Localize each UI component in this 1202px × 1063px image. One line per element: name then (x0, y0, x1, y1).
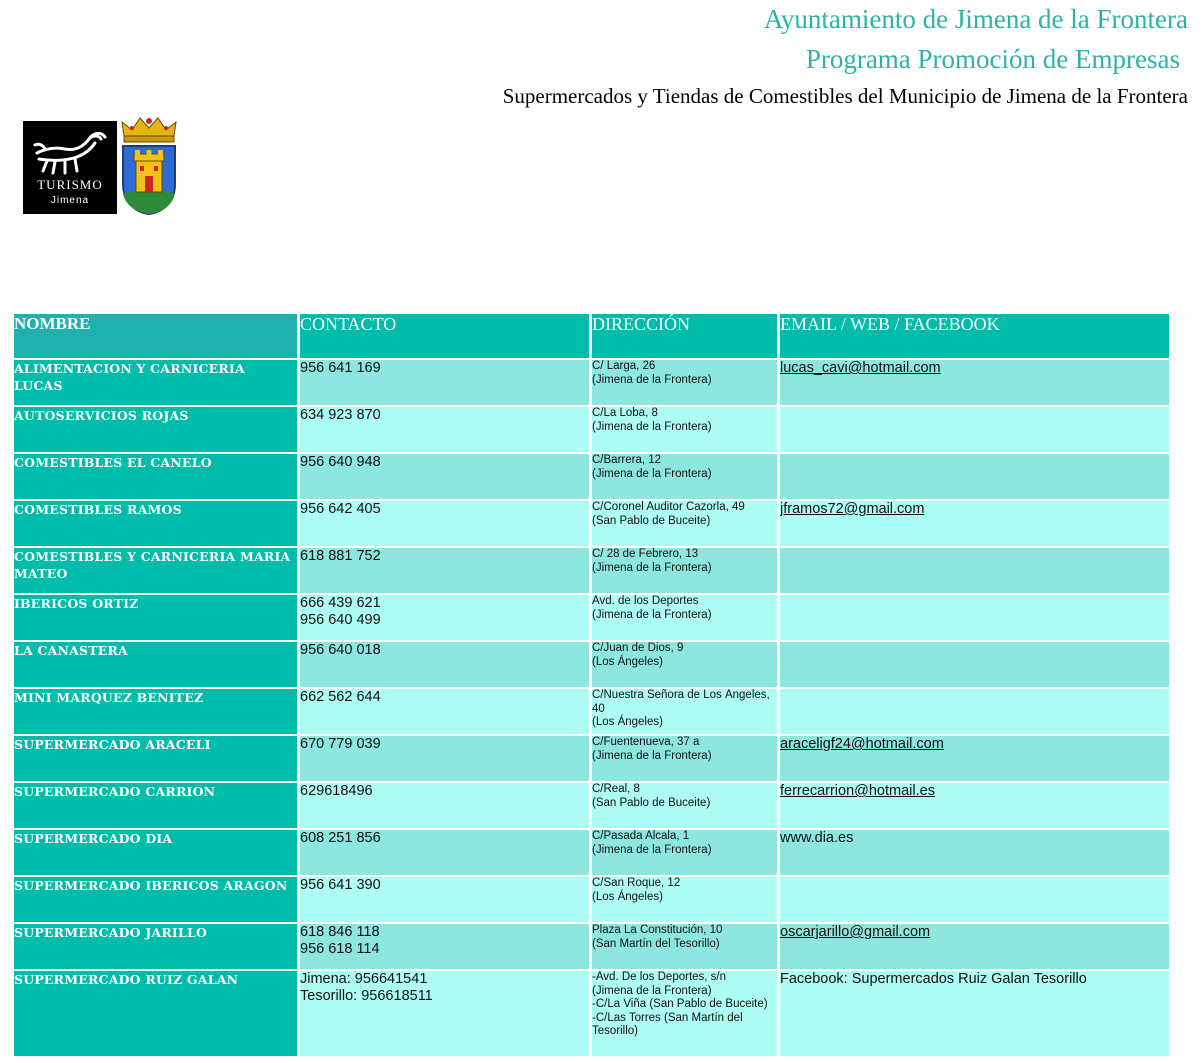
shop-name: SUPERMERCADO IBERICOS ARAGON (14, 877, 297, 922)
table-row (14, 689, 1169, 734)
table-row (14, 360, 1169, 405)
address-line: Plaza La Constitución, 10 (592, 924, 723, 936)
table-row (14, 548, 1169, 593)
address-line: -Avd. De los Deportes, s/n (592, 971, 727, 983)
address-line: (Los Ángeles) (592, 655, 663, 668)
email-link[interactable]: ferrecarrion@hotmail.es (780, 783, 935, 799)
shop-contact (300, 501, 589, 546)
address-line: (Jimena de la Frontera) (592, 373, 712, 386)
shop-address (592, 407, 777, 452)
horse-drawing-icon (31, 127, 109, 177)
phone-number: 956 640 948 (300, 454, 381, 470)
address-line: C/Pasada Alcala, 1 (592, 830, 690, 842)
address-line: (Jimena de la Frontera) (592, 420, 712, 433)
phone-number: 670 779 039 (300, 736, 381, 752)
address-line: Avd. de los Deportes (592, 595, 699, 607)
address-line: C/La Loba, 8 (592, 407, 658, 419)
shop-contact (300, 924, 589, 969)
table-row (14, 877, 1169, 922)
shop-address (592, 924, 777, 969)
phone-number: 634 923 870 (300, 407, 381, 423)
shop-address (592, 877, 777, 922)
shop-address (592, 736, 777, 781)
phone-number: 956 618 114 (300, 941, 380, 957)
address-line: (San Martín del Tesorillo) (592, 937, 720, 950)
column-header-email: EMAIL / WEB / FACEBOOK (780, 314, 1169, 358)
shop-name: LA CANASTERA (14, 642, 297, 687)
shop-name: MINI MARQUEZ BENITEZ (14, 689, 297, 734)
table-row (14, 595, 1169, 640)
shop-contact (300, 548, 589, 593)
column-header-name: NOMBRE (14, 314, 297, 358)
address-line: (Jimena de la Frontera) (592, 843, 712, 856)
document-title: Supermercados y Tiendas de Comestibles del Municipio de Jimena de la Frontera (502, 84, 1188, 108)
phone-number: 956 641 169 (300, 360, 381, 376)
shop-name: AUTOSERVICIOS ROJAS (14, 407, 297, 452)
address-line: (San Pablo de Buceite) (592, 514, 711, 527)
shop-contact (300, 595, 589, 640)
shop-address (592, 501, 777, 546)
shop-address (592, 454, 777, 499)
shop-email-cell (780, 501, 1169, 546)
address-line: C/Barrera, 12 (592, 454, 662, 466)
shop-contact (300, 360, 589, 405)
table-row (14, 407, 1169, 452)
table-row (14, 783, 1169, 828)
coat-of-arms-icon (118, 114, 180, 216)
shop-address (592, 971, 777, 1056)
shop-address (592, 642, 777, 687)
phone-number: 956 640 499 (300, 612, 381, 628)
phone-number: 956 640 018 (300, 642, 381, 658)
shop-email-cell (780, 548, 1169, 593)
shop-contact (300, 877, 589, 922)
web-text: www.dia.es (780, 830, 854, 846)
shop-email-cell (780, 360, 1169, 405)
table-row (14, 642, 1169, 687)
email-link[interactable]: jframos72@gmail.com (780, 501, 925, 517)
shop-address (592, 783, 777, 828)
shop-name: SUPERMERCADO CARRION (14, 783, 297, 828)
email-link[interactable]: araceligf24@hotmail.com (780, 736, 944, 752)
address-line: C/Juan de Dios, 9 (592, 642, 684, 654)
address-line: (San Pablo de Buceite) (592, 796, 711, 809)
turismo-jimena-logo (23, 121, 117, 214)
shop-contact (300, 689, 589, 734)
table-row (14, 454, 1169, 499)
email-link[interactable]: lucas_cavi@hotmail.com (780, 360, 941, 376)
shop-email-cell (780, 783, 1169, 828)
table-row (14, 924, 1169, 969)
table-row (14, 971, 1169, 1056)
phone-number: 662 562 644 (300, 689, 381, 705)
shop-contact (300, 407, 589, 452)
shop-contact (300, 454, 589, 499)
address-line: (Jimena de la Frontera) (592, 984, 712, 997)
shop-contact (300, 642, 589, 687)
shop-email-cell (780, 689, 1169, 734)
shop-address (592, 689, 777, 734)
shop-email-cell (780, 407, 1169, 452)
address-line: (Los Ángeles) (592, 716, 663, 728)
address-line: C/Real, 8 (592, 783, 640, 795)
shop-email-cell (780, 736, 1169, 781)
shops-table (11, 312, 1172, 1058)
table-row (14, 736, 1169, 781)
shop-address (592, 830, 777, 875)
address-line: C/Coronel Auditor Cazorla, 49 (592, 501, 745, 513)
shop-contact (300, 971, 589, 1056)
shop-name: SUPERMERCADO JARILLO (14, 924, 297, 969)
address-line: C/San Roque, 12 (592, 877, 681, 889)
shop-email-cell (780, 877, 1169, 922)
web-text: Facebook: Supermercados Ruiz Galan Tesorillo (780, 971, 1087, 987)
address-line: -C/Las Torres (San Martín del Tesorillo) (592, 1011, 743, 1037)
shop-name: COMESTIBLES Y CARNICERIA MARIA MATEO (14, 548, 297, 593)
table-row (14, 830, 1169, 875)
address-line: C/ 28 de Febrero, 13 (592, 548, 699, 560)
phone-number: 618 846 118 (300, 924, 380, 940)
shop-name: IBERICOS ORTIZ (14, 595, 297, 640)
phone-number: 608 251 856 (300, 830, 381, 846)
table-row (14, 501, 1169, 546)
phone-number: 618 881 752 (300, 548, 381, 564)
shop-email-cell (780, 595, 1169, 640)
table-body (14, 360, 1169, 1056)
shop-name: SUPERMERCADO DIA (14, 830, 297, 875)
header-subtitle: Programa Promoción de Empresas (805, 44, 1180, 74)
table-header-row (14, 314, 1169, 358)
shop-email-cell (780, 924, 1169, 969)
shop-email-cell (780, 830, 1169, 875)
phone-number: 629618496 (300, 783, 373, 799)
phone-number: 666 439 621 (300, 595, 381, 611)
address-line: (Los Ángeles) (592, 890, 663, 903)
phone-number: 956 641 390 (300, 877, 381, 893)
address-line: (Jimena de la Frontera) (592, 467, 712, 480)
logo-wordmark: TURISMO (37, 177, 103, 192)
phone-number: Tesorillo: 956618511 (300, 988, 433, 1004)
address-line: (Jimena de la Frontera) (592, 608, 712, 621)
address-line: C/ Larga, 26 (592, 360, 656, 372)
shop-contact (300, 736, 589, 781)
shop-name: SUPERMERCADO ARACELI (14, 736, 297, 781)
shop-address (592, 548, 777, 593)
shop-name: COMESTIBLES RAMOS (14, 501, 297, 546)
shop-email-cell (780, 454, 1169, 499)
shop-email-cell (780, 971, 1169, 1056)
column-header-address: DIRECCIÓN (592, 314, 777, 358)
shop-address (592, 360, 777, 405)
header-title: Ayuntamiento de Jimena de la Frontera (763, 4, 1188, 34)
shop-contact (300, 783, 589, 828)
shop-email-cell (780, 642, 1169, 687)
address-line: C/Fuentenueva, 37 a (592, 736, 700, 748)
logo-subtitle: Jimena (50, 195, 90, 206)
shop-name: COMESTIBLES EL CANELO (14, 454, 297, 499)
phone-number: Jimena: 956641541 (300, 971, 428, 987)
address-line: (Jimena de la Frontera) (592, 561, 712, 574)
phone-number: 956 642 405 (300, 501, 381, 517)
shop-contact (300, 830, 589, 875)
shop-name: ALIMENTACION Y CARNICERIA LUCAS (14, 360, 297, 405)
address-line: -C/La Viña (San Pablo de Buceite) (592, 998, 768, 1010)
shop-address (592, 595, 777, 640)
email-link[interactable]: oscarjarillo@gmail.com (780, 924, 931, 940)
address-line: C/Nuestra Señora de Los Ángeles, 40 (592, 689, 770, 715)
shop-name: SUPERMERCADO RUIZ GALAN (14, 971, 297, 1056)
column-header-contact: CONTACTO (300, 314, 589, 358)
address-line: (Jimena de la Frontera) (592, 749, 712, 762)
